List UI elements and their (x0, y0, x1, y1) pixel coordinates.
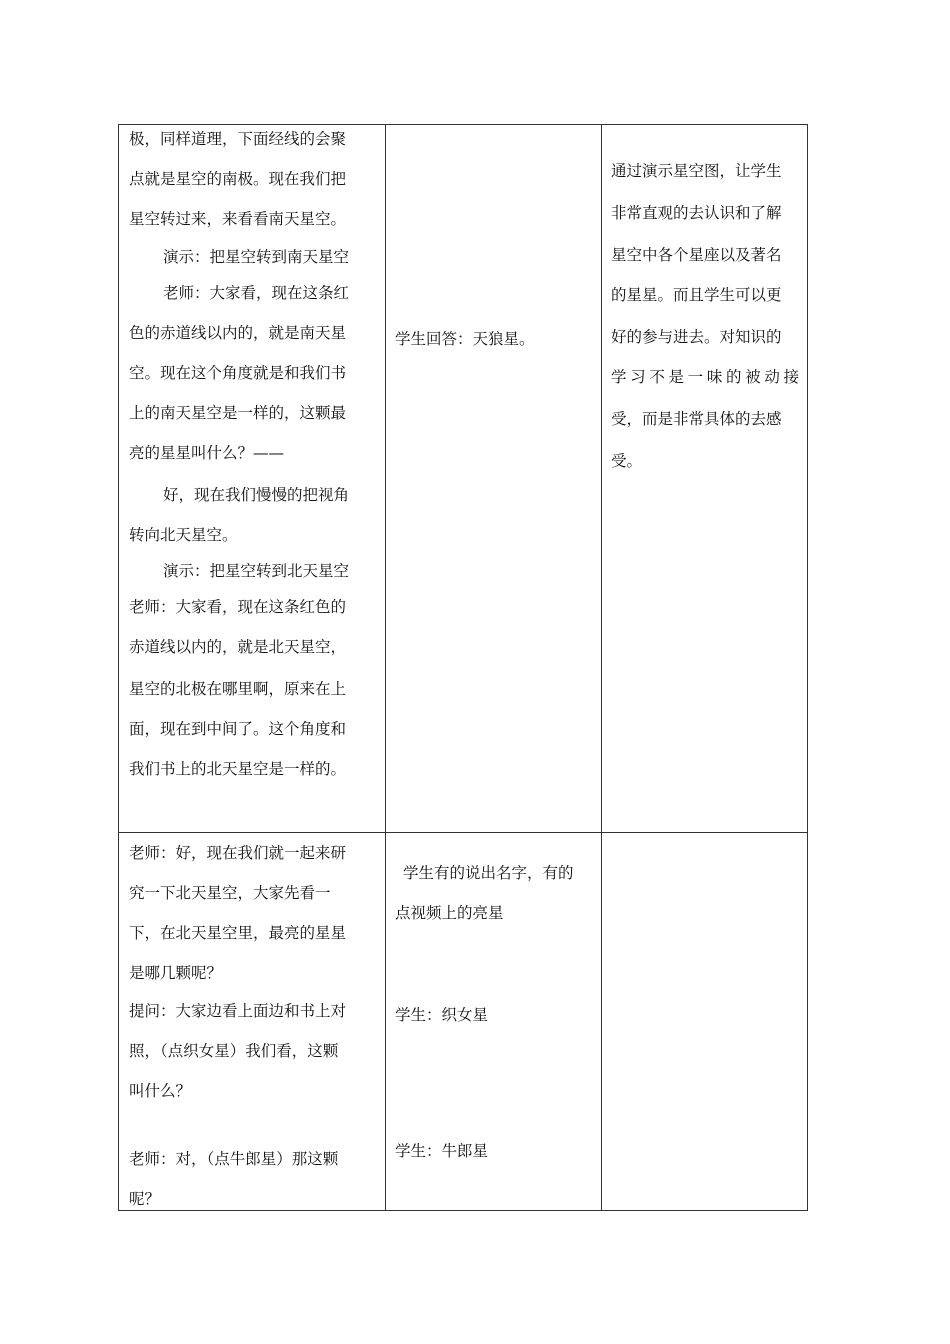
text-line: 赤道线以内的，就是北天星空， (129, 638, 347, 656)
column-divider (601, 125, 602, 1210)
text-line: 好，现在我们慢慢的把视角 (163, 486, 350, 504)
text-line: 非常直观的去认识和了解 (611, 204, 782, 222)
text-line: 面，现在到中间了。这个角度和 (129, 720, 347, 738)
text-line: 演示：把星空转到南天星空 (163, 248, 350, 266)
student-answer: 学生回答：天狼星。 (395, 330, 535, 348)
text-line: 照，（点织女星）我们看，这颗 (129, 1042, 339, 1060)
text-line: 点视频上的亮星 (395, 904, 504, 922)
row2-teacher-activity (129, 833, 375, 1211)
row1-teacher-activity (129, 125, 375, 825)
text-line: 通过演示星空图，让学生 (611, 162, 782, 180)
text-line: 老师：好，现在我们就一起来研 (129, 844, 347, 862)
text-line: 色的赤道线以内的，就是南天星 (129, 324, 347, 342)
text-line: 上的南天星空是一样的，这颗最 (129, 404, 347, 422)
text-line: 学生有的说出名字，有的 (403, 864, 574, 882)
text-line: 叫什么？ (129, 1082, 192, 1100)
text-line: 星空中各个星座以及著名 (611, 246, 782, 264)
text-line: 受。 (611, 452, 643, 470)
text-line: 星空转过来，来看看南天星空。 (129, 210, 347, 228)
row2-student-activity (395, 833, 593, 1211)
text-line: 受，而是非常具体的去感 (611, 410, 782, 428)
text-line: 极，同样道理，下面经线的会聚 (129, 130, 347, 148)
student-answer: 学生：牛郎星 (395, 1142, 489, 1160)
text-line: 的星星。而且学生可以更 (611, 286, 782, 304)
text-line: 转向北天星空。 (129, 526, 238, 544)
text-line: 呢？ (129, 1190, 161, 1208)
text-line: 星空的北极在哪里啊，原来在上 (129, 680, 347, 698)
text-line: 好的参与进去。对知识的 (611, 328, 782, 346)
text-line: 空。现在这个角度就是和我们书 (129, 364, 347, 382)
text-line: 究一下北天星空，大家先看一 (129, 884, 331, 902)
text-line: 我们书上的北天星空是一样的。 (129, 760, 347, 778)
text-line: 提问：大家边看上面边和书上对 (129, 1002, 347, 1020)
row2-design-intent (611, 833, 799, 1211)
row1-student-activity (395, 125, 593, 825)
text-line: 老师：大家看，现在这条红 (163, 284, 350, 302)
text-line: 是哪几颗呢？ (129, 964, 223, 982)
text-line: 亮的星星叫什么？—— (129, 444, 285, 462)
text-line: 点就是星空的南极。现在我们把 (129, 170, 347, 188)
row1-design-intent (611, 125, 799, 825)
text-line: 下，在北天星空里，最亮的星星 (129, 924, 347, 942)
text-line: 演示：把星空转到北天星空 (163, 562, 350, 580)
column-divider (385, 125, 386, 1210)
text-line: 老师：对，（点牛郎星）那这颗 (129, 1150, 339, 1168)
student-answer: 学生：织女星 (395, 1006, 489, 1024)
lesson-plan-table (118, 124, 808, 1211)
text-line: 老师：大家看，现在这条红色的 (129, 598, 347, 616)
text-line: 学习不是一味的被动接 (611, 368, 799, 386)
